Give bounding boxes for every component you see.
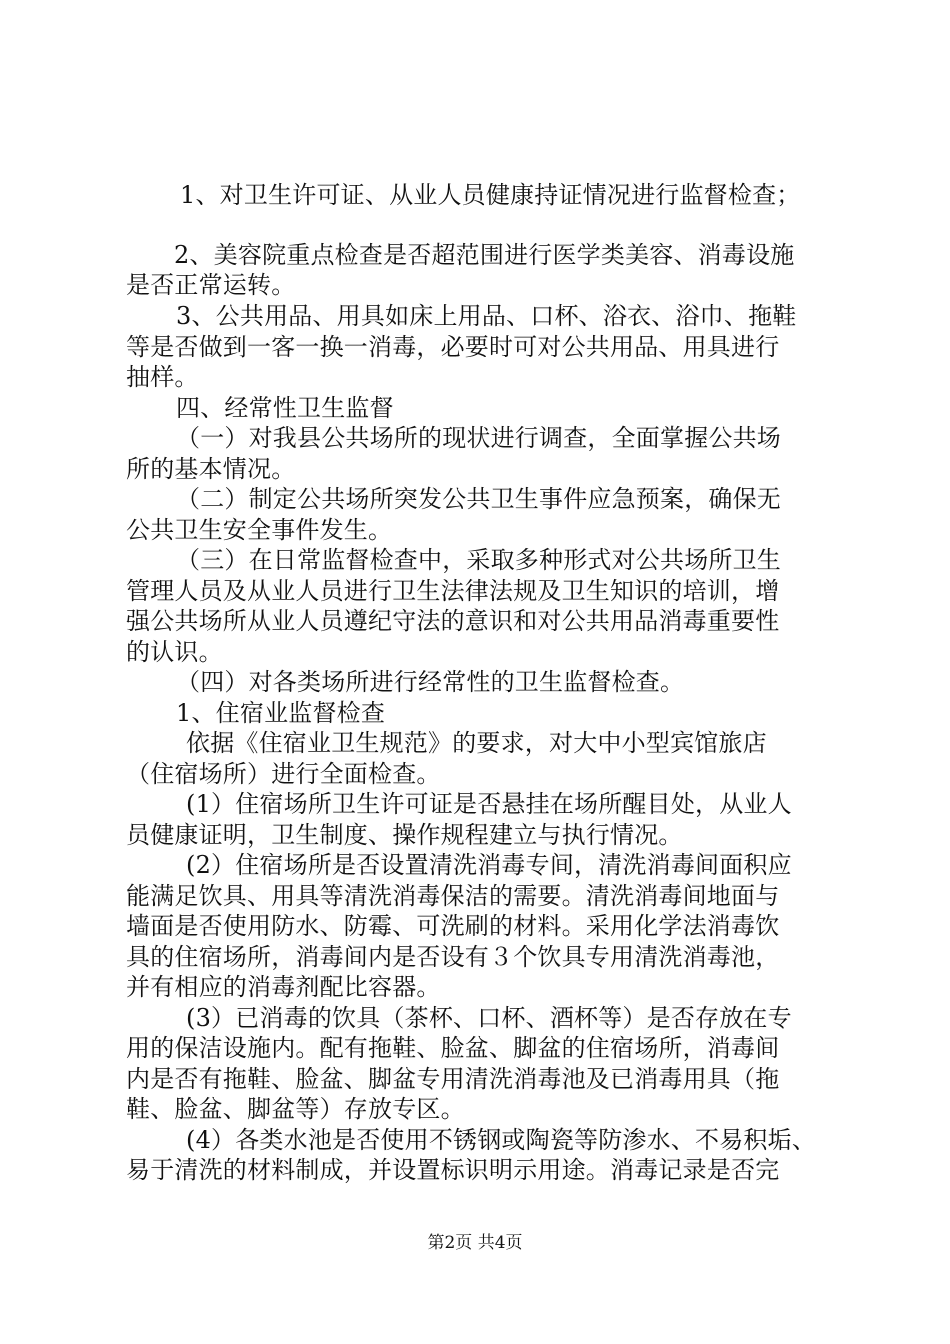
text-line: 内是否有拖鞋、脸盆、脚盆专用清洗消毒池及已消毒用具（拖 [126,1065,780,1093]
text-line: 等是否做到一客一换一消毒，必要时可对公共用品、用具进行 [126,333,780,361]
text-line: 依据《住宿业卫生规范》的要求，对大中小型宾馆旅店 [186,729,767,757]
page-footer: 第2页 共4页 [427,1233,523,1253]
text-line: （二）制定公共场所突发公共卫生事件应急预案，确保无 [176,485,781,513]
text-line: （一）对我县公共场所的现状进行调查，全面掌握公共场 [176,424,781,452]
text-line: 所的基本情况。 [126,455,296,483]
section-heading: 四、经常性卫生监督 [176,394,394,422]
text-line: 公共卫生安全事件发生。 [126,516,393,544]
text-line: 具的住宿场所，消毒间内是否设有３个饮具专用清洗消毒池， [126,943,780,971]
text-line: (3）已消毒的饮具（茶杯、口杯、酒杯等）是否存放在专 [186,1004,792,1032]
text-line: 用的保洁设施内。配有拖鞋、脸盆、脚盆的住宿场所，消毒间 [126,1034,780,1062]
text-line: 并有相应的消毒剂配比容器。 [126,973,441,1001]
subsection-heading: 1、住宿业监督检查 [176,699,386,727]
text-line: 的认识。 [126,638,223,666]
text-line: （三）在日常监督检查中，采取多种形式对公共场所卫生 [176,546,781,574]
text-line: 墙面是否使用防水、防霉、可洗刷的材料。采用化学法消毒饮 [126,912,780,940]
text-line: (1）住宿场所卫生许可证是否悬挂在场所醒目处，从业人 [186,790,792,818]
text-line: 是否正常运转。 [126,271,296,299]
text-line: (2）住宿场所是否设置清洗消毒专间，清洗消毒间面积应 [186,851,792,879]
text-line: 管理人员及从业人员进行卫生法律法规及卫生知识的培训，增 [126,577,780,605]
text-line: (4）各类水池是否使用不锈钢或陶瓷等防渗水、不易积垢、 [186,1126,817,1154]
text-line: 抽样。 [126,363,199,391]
text-line: 易于清洗的材料制成，并设置标识明示用途。消毒记录是否完 [126,1156,780,1184]
text-line: 强公共场所从业人员遵纪守法的意识和对公共用品消毒重要性 [126,607,780,635]
text-line: 员健康证明，卫生制度、操作规程建立与执行情况。 [126,821,683,849]
text-line: 能满足饮具、用具等清洗消毒保洁的需要。清洗消毒间地面与 [126,882,780,910]
text-line: 1、对卫生许可证、从业人员健康持证情况进行监督检查； [180,181,801,209]
text-line: （四）对各类场所进行经常性的卫生监督检查。 [176,668,685,696]
text-line: （住宿场所）进行全面检查。 [126,760,441,788]
text-line: 鞋、脸盆、脚盆等）存放专区。 [126,1095,465,1123]
text-line: 2、美容院重点检查是否超范围进行医学类美容、消毒设施 [174,241,795,269]
text-line: 3、公共用品、用具如床上用品、口杯、浴衣、浴巾、拖鞋 [176,302,797,330]
